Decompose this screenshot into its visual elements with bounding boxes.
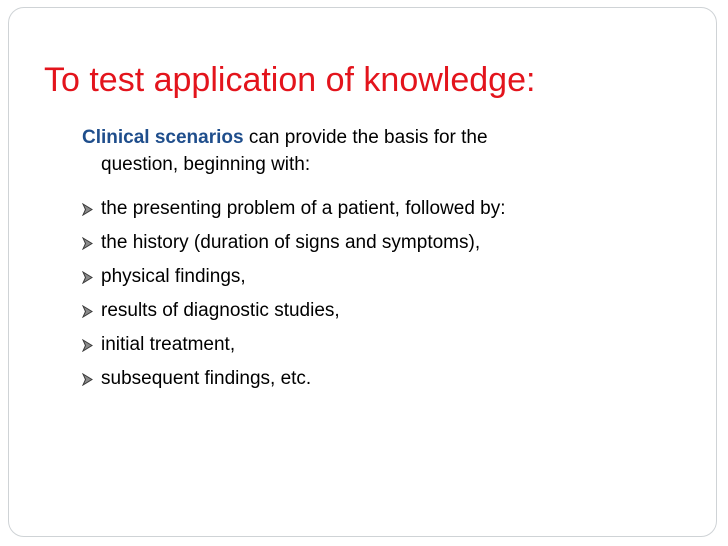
list-item: [82, 192, 506, 226]
arrowhead-right-icon: [82, 271, 93, 284]
list-item: [82, 362, 506, 396]
slide-title: To test application of knowledge:: [44, 61, 536, 99]
arrowhead-right-icon: [82, 203, 93, 216]
bullet-text: the history (duration of signs and symptoms),: [101, 232, 481, 253]
list-item: [82, 328, 506, 362]
list-item: [82, 294, 506, 328]
bullet-text: subsequent findings, etc.: [101, 368, 312, 389]
arrowhead-right-icon: [82, 237, 93, 250]
list-item: [82, 260, 506, 294]
bullet-list: [82, 192, 506, 396]
arrowhead-right-icon: [82, 373, 93, 386]
intro-line2: question, beginning with:: [101, 154, 311, 175]
arrowhead-right-icon: [82, 339, 93, 352]
intro-line1-rest: can provide the basis for the: [243, 127, 488, 148]
bullet-text: initial treatment,: [101, 334, 236, 355]
arrowhead-right-icon: [82, 305, 93, 318]
bullet-text: the presenting problem of a patient, followed by:: [101, 198, 506, 219]
intro-paragraph: [82, 124, 682, 178]
intro-highlight: Clinical scenarios: [82, 127, 244, 148]
bullet-text: results of diagnostic studies,: [101, 300, 340, 321]
bullet-text: physical findings,: [101, 266, 246, 287]
list-item: [82, 226, 506, 260]
